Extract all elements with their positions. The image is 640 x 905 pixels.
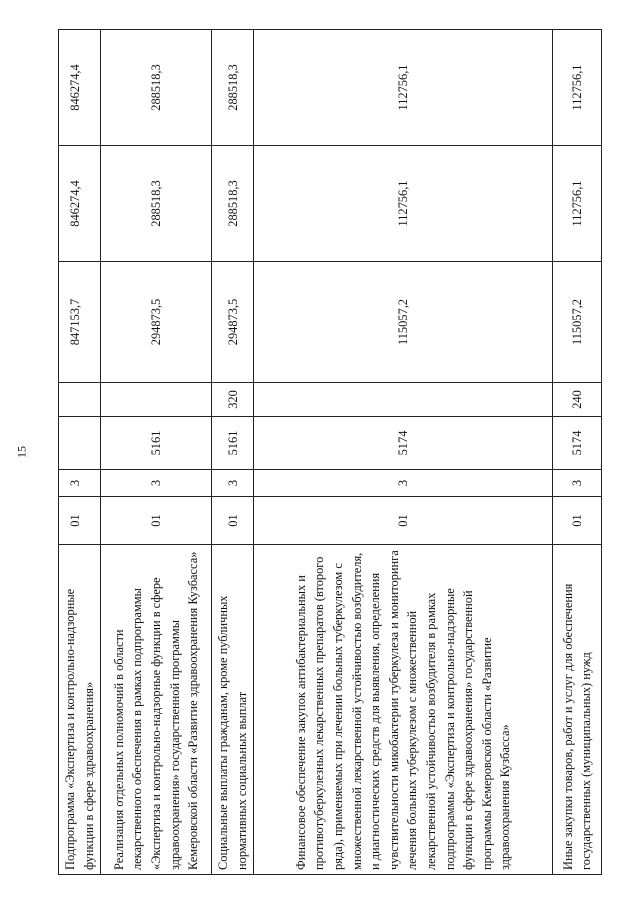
direction-code (59, 417, 101, 470)
amount-year-2: 288518,3 (101, 146, 212, 262)
program-code: 01 (212, 497, 254, 545)
page-number: 15 (14, 446, 29, 458)
rotated-table-container (58, 30, 593, 875)
amount-year-3: 846274,4 (59, 30, 101, 146)
amount-year-1: 115057,2 (553, 262, 602, 383)
expense-type-code (254, 383, 553, 417)
direction-code: 5174 (254, 417, 553, 470)
row-description: Иные закупки товаров, работ и услуг для обеспечения государственных (муниципальных) нужд (553, 545, 602, 875)
amount-year-3: 288518,3 (212, 30, 254, 146)
subprogram-code: 3 (101, 470, 212, 497)
program-code: 01 (59, 497, 101, 545)
amount-year-3: 112756,1 (553, 30, 602, 146)
program-code: 01 (553, 497, 602, 545)
program-code: 01 (254, 497, 553, 545)
table-row (59, 30, 101, 875)
direction-code: 5161 (212, 417, 254, 470)
row-description: Реализация отдельных полномочий в области лекарственного обеспечения в рамках подпрограммы «Экспертиза и контрольно-надзорные функции в сфере здравоохранения» государственной программы Кемеровской области «Развитие здравоохранения Кузбасса» (101, 545, 212, 875)
expense-type-code (59, 383, 101, 417)
amount-year-2: 846274,4 (59, 146, 101, 262)
budget-table (58, 29, 602, 875)
expense-type-code: 320 (212, 383, 254, 417)
amount-year-2: 112756,1 (553, 146, 602, 262)
subprogram-code: 3 (254, 470, 553, 497)
direction-code: 5174 (553, 417, 602, 470)
amount-year-1: 115057,2 (254, 262, 553, 383)
amount-year-3: 288518,3 (101, 30, 212, 146)
subprogram-code: 3 (212, 470, 254, 497)
table-row (254, 30, 553, 875)
amount-year-2: 288518,3 (212, 146, 254, 262)
amount-year-1: 294873,5 (101, 262, 212, 383)
direction-code: 5161 (101, 417, 212, 470)
row-description: Финансовое обеспечение закупок антибактериальных и противотуберкулезных лекарственных препаратов (второго ряда), применяемых при лечении больных туберкулезом с множественной лекарственной устойчивостью возбудителя, и диагностических средств для выявления, определения чувствительности микобактерии туберкулеза и мониторинга лечения больных туберкулезом с множественной лекарственной устойчивостью возбудителя в рамках подпрограммы «Экспертиза и контрольно-надзорные функции в сфере здравоохранения» государственной программы Кемеровской области «Развитие здравоохранения Кузбасса» (254, 545, 553, 875)
amount-year-1: 294873,5 (212, 262, 254, 383)
row-description: Подпрограмма «Экспертиза и контрольно-надзорные функции в сфере здравоохранения» (59, 545, 101, 875)
subprogram-code: 3 (553, 470, 602, 497)
table-row (553, 30, 602, 875)
program-code: 01 (101, 497, 212, 545)
expense-type-code: 240 (553, 383, 602, 417)
row-description: Социальные выплаты гражданам, кроме публичных нормативных социальных выплат (212, 545, 254, 875)
subprogram-code: 3 (59, 470, 101, 497)
table-row (101, 30, 212, 875)
amount-year-3: 112756,1 (254, 30, 553, 146)
amount-year-1: 847153,7 (59, 262, 101, 383)
table-row (212, 30, 254, 875)
amount-year-2: 112756,1 (254, 146, 553, 262)
expense-type-code (101, 383, 212, 417)
